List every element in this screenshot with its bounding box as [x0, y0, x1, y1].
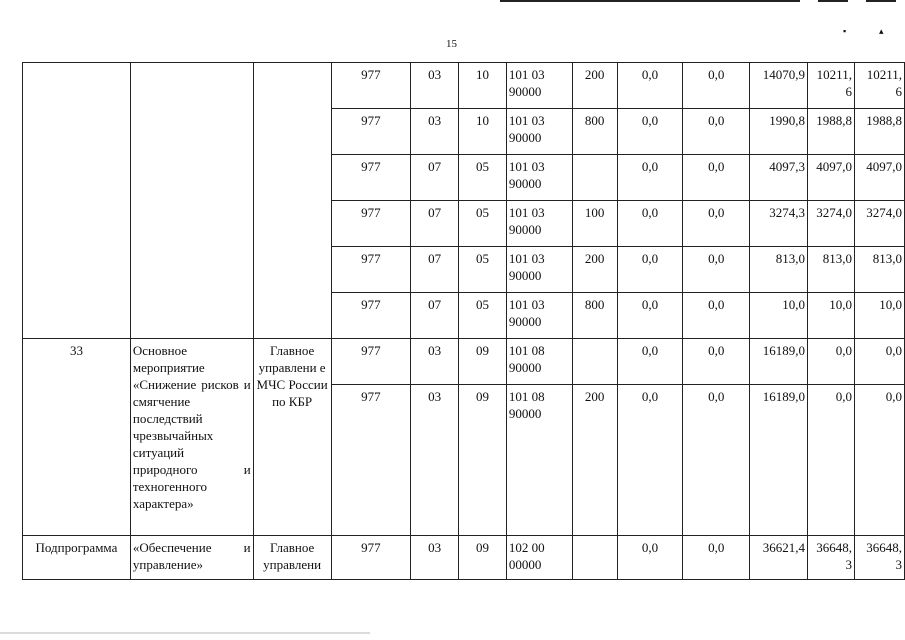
value-cell: 36648, 3	[808, 536, 855, 580]
value-cell: 0,0	[808, 339, 855, 385]
rz-cell: 03	[411, 63, 459, 109]
csr-cell: 101 08 90000	[506, 339, 572, 385]
executor-cell	[253, 63, 331, 339]
value-cell: 0,0	[617, 385, 683, 536]
event-name-cell: Основное мероприятие «Снижение рисков и смягчение последствий чрезвычайных ситуаций природного и техногенного характера»	[130, 339, 253, 536]
pr-cell: 09	[459, 385, 507, 536]
value-cell: 4097,3	[750, 155, 808, 201]
vr-cell: 200	[572, 247, 617, 293]
table-row	[23, 339, 905, 385]
pr-cell: 05	[459, 155, 507, 201]
rz-cell: 03	[411, 536, 459, 580]
page-number: 15	[446, 38, 457, 50]
grbs-cell: 977	[331, 109, 411, 155]
subprogram-label-cell: Подпрограмма	[23, 536, 131, 580]
value-cell: 36621,4	[750, 536, 808, 580]
rz-cell: 03	[411, 109, 459, 155]
scan-artifact-line	[500, 0, 800, 2]
vr-cell: 100	[572, 201, 617, 247]
value-cell: 0,0	[683, 63, 750, 109]
value-cell: 4097,0	[854, 155, 904, 201]
event-name-cell	[130, 63, 253, 339]
vr-cell	[572, 155, 617, 201]
row-number-cell	[23, 63, 131, 339]
value-cell: 813,0	[808, 247, 855, 293]
subprogram-name-cell: «Обеспечение и управление»	[130, 536, 253, 580]
csr-cell: 102 00 00000	[506, 536, 572, 580]
value-cell: 1990,8	[750, 109, 808, 155]
pr-cell: 05	[459, 293, 507, 339]
value-cell: 16189,0	[750, 385, 808, 536]
value-cell: 10,0	[750, 293, 808, 339]
value-cell: 0,0	[617, 63, 683, 109]
row-number-cell: 33	[23, 339, 131, 536]
vr-cell: 800	[572, 109, 617, 155]
vr-cell: 800	[572, 293, 617, 339]
executor-cell: Главное управлени	[253, 536, 331, 580]
scan-artifact-line	[0, 632, 370, 634]
grbs-cell: 977	[331, 247, 411, 293]
value-cell: 813,0	[854, 247, 904, 293]
budget-table	[22, 62, 905, 580]
vr-cell	[572, 339, 617, 385]
grbs-cell: 977	[331, 385, 411, 536]
pr-cell: 10	[459, 63, 507, 109]
value-cell: 0,0	[808, 385, 855, 536]
rz-cell: 03	[411, 339, 459, 385]
csr-cell: 101 03 90000	[506, 293, 572, 339]
value-cell: 0,0	[617, 247, 683, 293]
value-cell: 0,0	[617, 293, 683, 339]
value-cell: 10211, 6	[854, 63, 904, 109]
value-cell: 16189,0	[750, 339, 808, 385]
value-cell: 3274,3	[750, 201, 808, 247]
rz-cell: 07	[411, 247, 459, 293]
vr-cell: 200	[572, 385, 617, 536]
rz-cell: 03	[411, 385, 459, 536]
table-row	[23, 536, 905, 580]
csr-cell: 101 03 90000	[506, 109, 572, 155]
value-cell: 0,0	[617, 155, 683, 201]
grbs-cell: 977	[331, 155, 411, 201]
scan-artifact-line	[866, 0, 896, 2]
value-cell: 0,0	[683, 109, 750, 155]
csr-cell: 101 03 90000	[506, 63, 572, 109]
scan-artifact-mark: ▴	[879, 26, 884, 36]
pr-cell: 05	[459, 247, 507, 293]
vr-cell	[572, 536, 617, 580]
value-cell: 0,0	[617, 109, 683, 155]
rz-cell: 07	[411, 293, 459, 339]
grbs-cell: 977	[331, 339, 411, 385]
rz-cell: 07	[411, 155, 459, 201]
pr-cell: 05	[459, 201, 507, 247]
value-cell: 813,0	[750, 247, 808, 293]
value-cell: 0,0	[617, 536, 683, 580]
value-cell: 0,0	[683, 293, 750, 339]
value-cell: 1988,8	[808, 109, 855, 155]
table-row	[23, 63, 905, 109]
csr-cell: 101 08 90000	[506, 385, 572, 536]
value-cell: 0,0	[683, 155, 750, 201]
value-cell: 3274,0	[808, 201, 855, 247]
value-cell: 0,0	[854, 339, 904, 385]
value-cell: 36648, 3	[854, 536, 904, 580]
grbs-cell: 977	[331, 536, 411, 580]
vr-cell: 200	[572, 63, 617, 109]
executor-cell: Главное управлени е МЧС России по КБР	[253, 339, 331, 536]
value-cell: 14070,9	[750, 63, 808, 109]
value-cell: 0,0	[854, 385, 904, 536]
value-cell: 0,0	[683, 339, 750, 385]
value-cell: 0,0	[683, 536, 750, 580]
value-cell: 1988,8	[854, 109, 904, 155]
value-cell: 4097,0	[808, 155, 855, 201]
pr-cell: 09	[459, 339, 507, 385]
value-cell: 3274,0	[854, 201, 904, 247]
pr-cell: 09	[459, 536, 507, 580]
value-cell: 0,0	[683, 247, 750, 293]
grbs-cell: 977	[331, 293, 411, 339]
value-cell: 10211, 6	[808, 63, 855, 109]
scan-artifact-mark: ▪	[843, 26, 847, 36]
csr-cell: 101 03 90000	[506, 247, 572, 293]
value-cell: 0,0	[683, 201, 750, 247]
rz-cell: 07	[411, 201, 459, 247]
grbs-cell: 977	[331, 63, 411, 109]
csr-cell: 101 03 90000	[506, 201, 572, 247]
value-cell: 0,0	[617, 339, 683, 385]
scan-artifact-line	[818, 0, 848, 2]
pr-cell: 10	[459, 109, 507, 155]
csr-cell: 101 03 90000	[506, 155, 572, 201]
value-cell: 10,0	[808, 293, 855, 339]
value-cell: 10,0	[854, 293, 904, 339]
value-cell: 0,0	[617, 201, 683, 247]
value-cell: 0,0	[683, 385, 750, 536]
grbs-cell: 977	[331, 201, 411, 247]
